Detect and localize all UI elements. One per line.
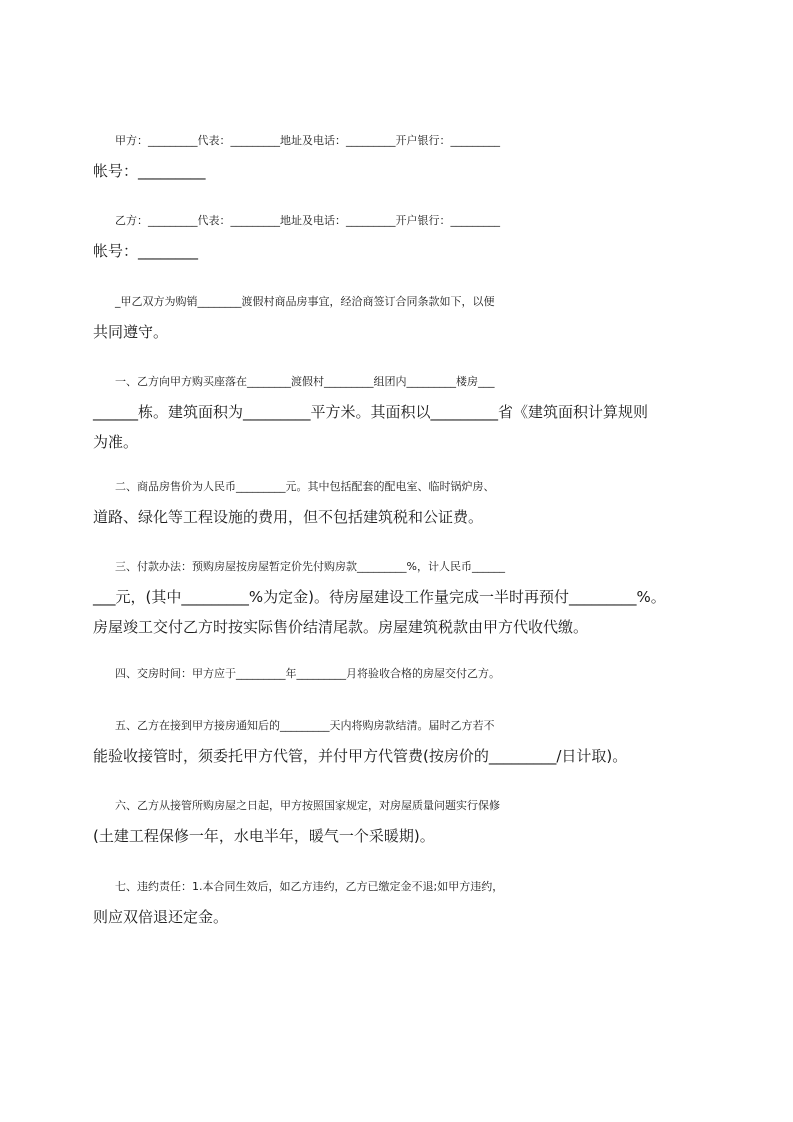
clause-5-paragraph bbox=[93, 711, 703, 771]
preamble-paragraph bbox=[93, 287, 703, 347]
party-b-line-1: 乙方：_________代表：_________地址及电话：_________开户银行：_________ bbox=[115, 214, 500, 227]
clause-3-line-3: 房屋竣工交付乙方时按实际售价结清尾款。房屋建筑税款由甲方代收代缴。 bbox=[93, 618, 589, 636]
party-a-line-2: 帐号：_________ bbox=[93, 162, 206, 180]
clause-7-paragraph bbox=[93, 872, 703, 932]
clause-2-paragraph bbox=[93, 472, 703, 532]
clause-4-line-1: 四、交房时间：甲方应于_________年_________月将验收合格的房屋交付乙方。 bbox=[115, 667, 500, 680]
party-b-paragraph bbox=[93, 206, 703, 266]
clause-1-line-2: ______栋。建筑面积为_________平方米。其面积以_________省《建筑面积计算规则 bbox=[93, 403, 649, 421]
clause-2-line-2: 道路、绿化等工程设施的费用，但不包括建筑税和公证费。 bbox=[93, 508, 484, 526]
clause-3-line-1: 三、付款办法：预购房屋按房屋暂定价先付购房款_________%，计人民币______ bbox=[115, 560, 505, 573]
clause-3-paragraph bbox=[93, 552, 703, 642]
clause-5-line-2: 能验收接管时，须委托甲方代管，并付甲方代管费(按房价的_________/日计取)。 bbox=[93, 747, 628, 765]
clause-1-paragraph bbox=[93, 367, 703, 457]
party-a-line-1: 甲方：_________代表：_________地址及电话：_________开户银行：_________ bbox=[115, 134, 500, 147]
clause-7-line-2: 则应双倍退还定金。 bbox=[93, 908, 229, 926]
clause-6-paragraph bbox=[93, 791, 703, 851]
preamble-line-1: _甲乙双方为购销________渡假村商品房事宜，经洽商签订合同条款如下，以便 bbox=[115, 295, 495, 308]
clause-1-line-1: 一、乙方向甲方购买座落在________渡假村_________组团内_________楼房___ bbox=[115, 375, 495, 388]
clause-3-line-2: ___元，(其中_________%为定金)。待房屋建设工作量完成一半时再预付_________%。 bbox=[93, 588, 666, 606]
clause-6-line-2: (土建工程保修一年，水电半年，暖气一个采暖期)。 bbox=[93, 827, 435, 845]
clause-6-line-1: 六、乙方从接管所购房屋之日起，甲方按照国家规定，对房屋质量问题实行保修 bbox=[115, 799, 500, 812]
clause-2-line-1: 二、商品房售价为人民币_________元。其中包括配套的配电室、临时锅炉房、 bbox=[115, 480, 495, 493]
clause-1-line-3: 为准。 bbox=[93, 433, 139, 451]
party-a-paragraph bbox=[93, 126, 703, 186]
party-b-line-2: 帐号：________ bbox=[93, 242, 199, 260]
clause-5-line-1: 五、乙方在接到甲方接房通知后的_________天内将购房款结清。届时乙方若不 bbox=[115, 719, 495, 732]
clause-4-paragraph bbox=[93, 659, 703, 689]
preamble-line-2: 共同遵守。 bbox=[93, 323, 169, 341]
clause-7-line-1: 七、违约责任：1.本合同生效后，如乙方违约，乙方已缴定金不退;如甲方违约， bbox=[115, 880, 504, 893]
